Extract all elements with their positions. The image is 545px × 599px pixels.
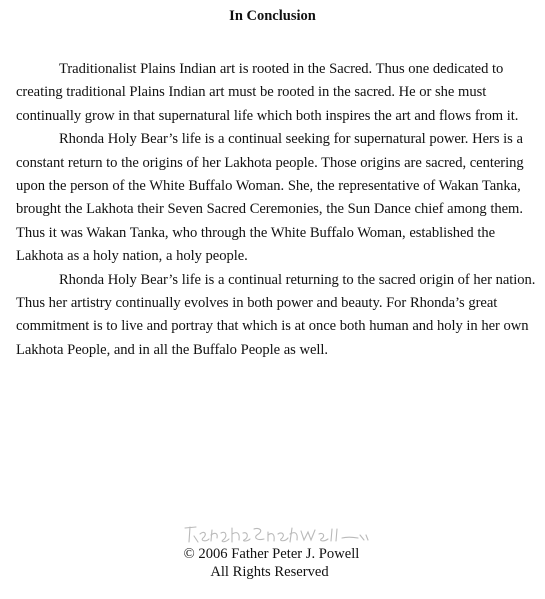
body-text [16,58,536,362]
signature-mark [182,524,372,546]
page-title: In Conclusion [229,8,316,24]
footer [0,546,545,581]
rights-line: All Rights Reserved [210,563,329,580]
paragraph-1: Traditionalist Plains Indian art is rooted in the Sacred. Thus one dedicated to creating traditional Plains Indian art must be rooted in the sacred. He or she must continually grow in that supernatural life which both inspires the art and flows from it. [16,61,519,124]
paragraph-3: Rhonda Holy Bear’s life is a continual returning to the sacred origin of her nation. Thus her artistry continually evolves in both power and beauty. For Rhonda’s great commitment is to live and portray that which is at once both human and holy in her own Lakhota People, and in all the Buffalo People as well. [16,271,536,358]
copyright-line: © 2006 Father Peter J. Powell [183,546,360,562]
paragraph-2: Rhonda Holy Bear’s life is a continual seeking for supernatural power. Hers is a constant return to the origins of her Lakhota people. Those origins are sacred, centering upon the person of the White Buffalo Woman. She, the representative of Wakan Tanka, brought the Lakhota their Seven Sacred Ceremonies, the Sun Dance chief among them. Thus it was Wakan Tanka, who through the White Buffalo Woman, established the Lakhota as a holy nation, a holy people. [16,131,524,265]
